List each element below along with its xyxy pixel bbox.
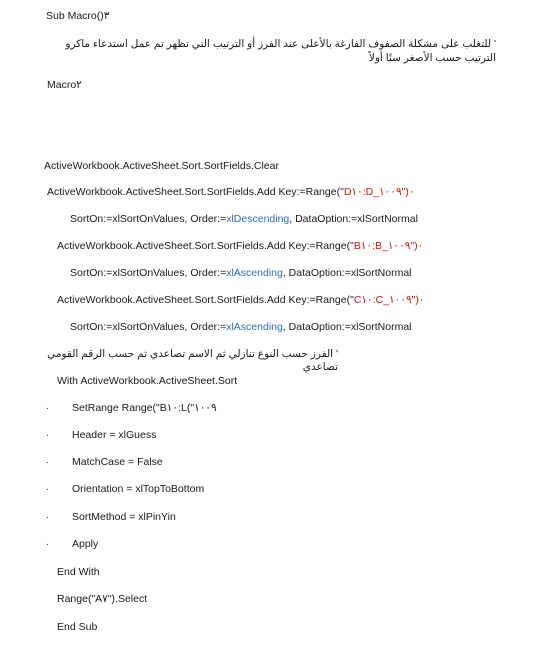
sortfield-add-line [57, 294, 424, 307]
sortfields-clear-line: ActiveWorkbook.ActiveSheet.Sort.SortFields.Clear [44, 160, 279, 172]
code-text: ActiveWorkbook.ActiveSheet.Sort.SortFields.Add Key:=Range(" [47, 186, 344, 198]
sub-header: Sub Macro()٣ [46, 10, 110, 22]
range-ref: D١٠:D_٠("١٠٠٩ [343, 186, 415, 198]
with-line: With ActiveWorkbook.ActiveSheet.Sort [57, 375, 238, 387]
range-ref: C١٠:C_٠("١٠٠٩ [353, 294, 425, 306]
sortfield-add-line [47, 186, 414, 199]
orientation-line: Orientation = xlTopToBottom [72, 483, 205, 495]
bullet: . [46, 537, 49, 548]
code-text: SortOn:=xlSortOnValues, Order:= [70, 267, 227, 279]
sortfield-options-line [70, 321, 412, 334]
matchcase-line: MatchCase = False [72, 456, 163, 468]
sortfield-options-line [70, 213, 418, 226]
end-with-line: End With [57, 566, 100, 578]
order-value: xlAscending [226, 321, 283, 333]
header-line: Header = xlGuess [72, 429, 157, 441]
end-sub-line: End Sub [57, 621, 98, 633]
bullet: . [46, 510, 49, 521]
comment-empty-rows: ' للتغلب على مشكلة الصفوف الفارغة بالأعلى عند الفرز أو الترتيب التي تظهر تم عمل استدعاء ماكرو الترتيب حسب الأصغر سنًا أولاً [65, 38, 496, 64]
bullet: . [46, 482, 49, 493]
order-value: xlAscending [226, 267, 283, 279]
bullet: . [46, 401, 49, 412]
code-text: , DataOption:=xlSortNormal [282, 321, 412, 333]
range-select-line: Range("A٧").Select [57, 593, 148, 605]
code-text: , DataOption:=xlSortNormal [282, 267, 412, 279]
bullet: . [46, 455, 49, 466]
range-ref: B١٠:B_٠("١٠٠٩ [353, 240, 424, 252]
sortmethod-line: SortMethod = xlPinYin [72, 511, 176, 523]
sortfield-add-line [57, 240, 423, 253]
code-text: SortOn:=xlSortOnValues, Order:= [70, 213, 227, 225]
code-text: SortOn:=xlSortOnValues, Order:= [70, 321, 227, 333]
setrange-line: SetRange Range("B١٠:L("١٠٠٩ [72, 402, 217, 414]
order-value: xlDescending [226, 213, 290, 225]
code-text: ActiveWorkbook.ActiveSheet.Sort.SortFields.Add Key:=Range(" [57, 240, 354, 252]
bullet: . [46, 428, 49, 439]
macro-call: Macro٢ [47, 79, 82, 91]
apply-line: Apply [72, 538, 99, 550]
code-text: , DataOption:=xlSortNormal [289, 213, 418, 225]
sortfield-options-line [70, 267, 412, 280]
comment-sort-order: ' الفرز حسب النوع تنازلي ثم الاسم تصاعدي ثم حسب الرقم القومي تصاعدي [47, 348, 338, 373]
code-text: ActiveWorkbook.ActiveSheet.Sort.SortFields.Add Key:=Range(" [57, 294, 354, 306]
